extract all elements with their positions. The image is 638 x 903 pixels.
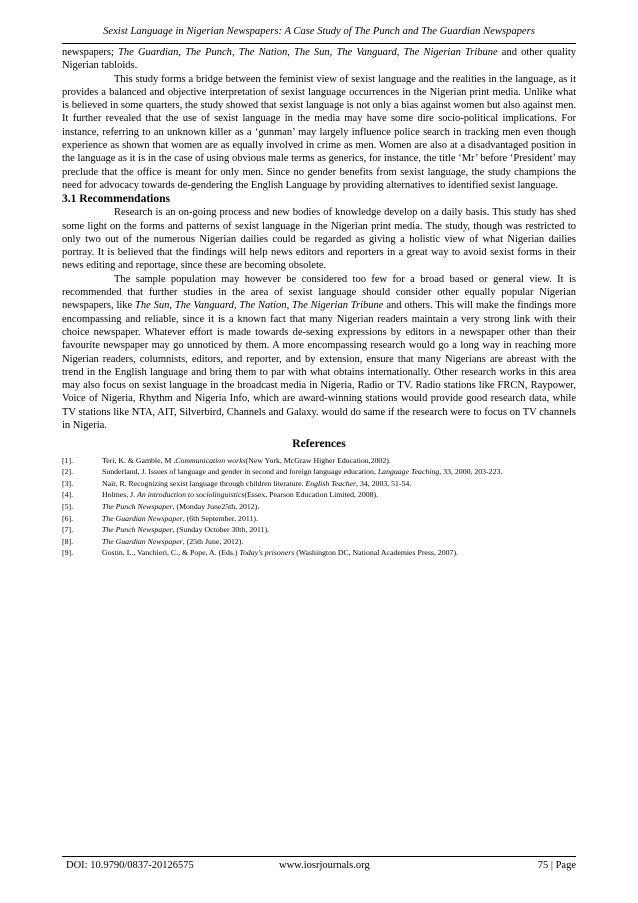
reference-item: [3]. Nair, R. Recognizing sexist language through children literature. English Teacher, 34, 2003, 51-54. <box>62 478 412 488</box>
reference-number: [1]. <box>62 455 74 465</box>
reference-item: [2]. Sunderland, J. Issues of language and gender in second and foreign language education, Language Teaching, 33, 2000, 203-223. <box>62 467 503 477</box>
reference-number: [9]. <box>62 548 74 558</box>
section-heading: 3.1 Recommendations <box>62 193 170 206</box>
newspaper-name: The Punch <box>185 47 232 58</box>
reference-item: [4]. Holmes, J. An introduction to sociolinguistics(Essex, Pearson Education Limited, 2008). <box>62 490 379 500</box>
footer-doi: DOI: 10.9790/0837-20126575 <box>66 860 194 871</box>
reference-number: [5]. <box>62 501 74 511</box>
footer-page-number: 75 | Page <box>537 860 576 871</box>
newspaper-name: The Vanguard <box>174 300 234 312</box>
paragraph-continued: newspapers; The Guardian, The Punch, The Nation, The Sun, The Vanguard, The Nigerian Tribune and other quality Nigerian tabloids. <box>62 47 577 72</box>
reference-item: [6]. The Guardian Newspaper, (6th September, 2011). <box>62 513 258 523</box>
newspaper-name: The Nation <box>238 47 288 58</box>
article-body <box>62 46 576 559</box>
newspaper-name: The Nation <box>239 300 287 312</box>
paragraph-study-bridge: This study forms a bridge between the feminist view of sexist language and the realities in the language, as it provides a balanced and objective interpretation of sexist language occurrences in the Nigerian print media. Unlike what is believed in some quarters, the study showed that sexist language is not only a bias against women but also against men. It further revealed that the use of sexist language in the media may have some dire socio-political implications. For instance, referring to an unknown killer as a ‘gunman’ may largely influence police search in tracking men even though experience as shown that women are as equally involved in crime as men. Women are also at a disadvantaged position in the language as it is in the case of using obvious male terms as generics, for instance, the title ‘Mr’ before ‘President’ may preclude that the office is meant for only men. Since no gender benefits from sexist language, the study champions the need for advocacy towards de-gendering the English Language by providing alternatives to identified sexist language. <box>62 73 576 191</box>
footer-journal-url[interactable]: www.iosrjournals.org <box>279 860 370 871</box>
newspaper-name: The Vanguard <box>336 47 397 58</box>
reference-number: [3]. <box>62 478 74 488</box>
paragraph-recommendation: The sample population may however be considered too few for a broad based or general view. It is recommended that further studies in the area of sexist language should consider other equally popular Nigerian newspapers, like The Sun, The Vanguard, The Nation, The Nigerian Tribune and others. This will make the findings more encompassing and reliable, since it is a known fact that many Nigerian readers maintain a very strong link with their choice newspaper. Whatever effort is made towards de-sexing expressions by editors in a newspaper other than their favourite newspaper may go unnoticed by them. A more encompassing research would go a long way in reaching more Nigerian readers, columnists, editors, and reporter, and by extension, ensure that many Nigerians are abreast with the trend in the English language and bring them to par with what obtains internationally. Other research works in this area may also focus on sexist language in the broadcast media in Nigeria, Radio or TV. Radio stations like FRCN, Raypower, Voice of Nigeria, Rhythm and Nigeria Info, which are award-winning stations would provide good research data, while TV stations like NTA, AIT, Silverbird, Channels and Galaxy. would do same if the research were to focus on TV channels in Nigeria. <box>62 273 577 432</box>
reference-item: [7]. The Punch Newspaper, (Sunday October 30th, 2011). <box>62 525 270 535</box>
newspaper-name: The Nigerian Tribune <box>403 47 498 58</box>
reference-number: [4]. <box>62 490 74 500</box>
running-head: Sexist Language in Nigerian Newspapers: A Case Study of The Punch and The Guardian Newspapers <box>103 26 535 37</box>
newspaper-name: The Sun <box>135 300 170 312</box>
reference-item: [5]. The Punch Newspaper, (Monday June25th, 2012). <box>62 501 260 511</box>
paragraph-research: Research is an on-going process and new bodies of knowledge develop on a daily basis. This study has shed some light on the forms and patterns of sexist language in the Nigerian print media. The study, though was restricted to only two out of the numerous Nigerian dailies could be regarded as giving a holistic view of what Nigerian dailies portray. It is believed that the findings will help news editors and reporters in a great way to avoid sexist forms in their news editing and reportage, since these are becoming obsolete. <box>62 207 576 272</box>
reference-number: [7]. <box>62 525 74 535</box>
reference-number: [6]. <box>62 513 74 523</box>
reference-number: [2]. <box>62 467 74 477</box>
header-rule <box>62 43 576 44</box>
newspaper-name: The Nigerian Tribune <box>292 300 384 312</box>
reference-number: [8]. <box>62 536 74 546</box>
footer-rule <box>62 856 576 857</box>
references-heading: References <box>292 438 346 451</box>
reference-item: [1]. Teri, K. & Gamble, M .Communication works(New York, McGraw Higher Education,2002). <box>62 455 391 465</box>
newspaper-name: The Sun <box>294 47 330 58</box>
references-list <box>62 455 576 559</box>
reference-item: [8]. The Guardian Newspaper, (25th June, 2012). <box>62 536 244 546</box>
page-footer <box>62 860 576 874</box>
newspaper-name: The Guardian <box>118 47 179 58</box>
reference-item: [9]. Gostin, L., Vanchieri, C., & Pope, A. (Eds.) Today's prisoners (Washington DC, National Academies Press, 2007). <box>62 548 458 558</box>
